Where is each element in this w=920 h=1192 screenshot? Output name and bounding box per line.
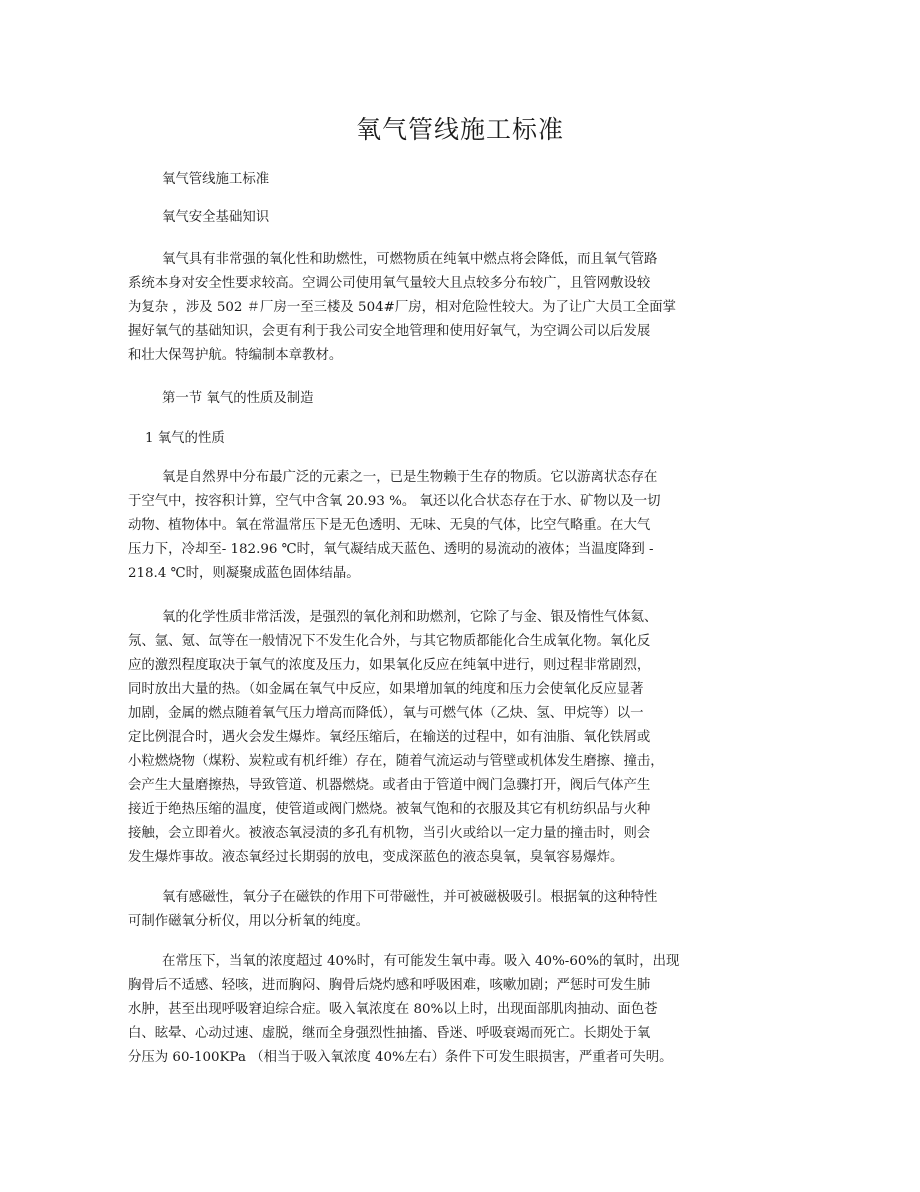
paragraph-line: 白、眩晕、心动过速、虚脱，继而全身强烈性抽搐、昏迷、呼吸衰竭而死亡。长期处于氧 [128, 1026, 651, 1041]
paragraph-line: 在常压下，当氧的浓度超过 40%时，有可能发生氧中毒。吸入 40%-60%的氧时，出现 [162, 954, 680, 969]
paragraph-line: 接触，会立即着火。被液态氧浸渍的多孔有机物，当引火或给以一定力量的撞击时，则会 [128, 826, 651, 841]
paragraph-line: 系统本身对安全性要求较高。空调公司使用氧气量较大且点较多分布较广，且管网敷设较 [128, 276, 651, 291]
paragraph-line: 和壮大保驾护航。特编制本章教材。 [128, 348, 343, 363]
paragraph-line: 应的激烈程度取决于氧气的浓度及压力，如果氧化反应在纯氧中进行，则过程非常剧烈， [128, 658, 651, 673]
chapter-heading: 第一节 氧气的性质及制造 [162, 391, 314, 406]
page-title: 氧气管线施工标准 [355, 115, 564, 144]
paragraph-line: 加剧，金属的燃点随着氧气压力增高而降低），氧与可燃气体（乙炔、氢、甲烷等）以一 [128, 706, 644, 721]
paragraph-line: 氧气具有非常强的氧化性和助燃性，可燃物质在纯氧中燃点将会降低，而且氧气管路 [162, 252, 658, 267]
paragraph-line: 动物、植物体中。氧在常温常压下是无色透明、无味、无臭的气体，比空气略重。在大气 [128, 518, 651, 533]
subtitle: 氧气管线施工标准 [162, 172, 270, 187]
paragraph-line: 压力下，冷却至- 182.96 ℃时，氧气凝结成天蓝色、透明的易流动的液体；当温度降到 - [128, 542, 654, 557]
paragraph-line: 小粒燃烧物（煤粉、炭粒或有机纤维）存在，随着气流运动与管壁或机体发生磨擦、撞击， [128, 754, 664, 769]
paragraph-line: 于空气中，按容积计算，空气中含氧 20.93 %。 氧还以化合状态存在于水、矿物以及一切 [128, 494, 661, 509]
paragraph-line: 氖、氩、氪、氙等在一般情况下不发生化合外，与其它物质都能化合生成氧化物。氧化反 [128, 634, 651, 649]
paragraph-line: 定比例混合时，遇火会发生爆炸。氧经压缩后，在输送的过程中，如有油脂、氧化铁屑或 [128, 730, 651, 745]
paragraph-line: 胸骨后不适感、轻咳，进而胸闷、胸骨后烧灼感和呼吸困难，咳嗽加剧；严惩时可发生肺 [128, 978, 651, 993]
paragraph-line: 氧的化学性质非常活泼，是强烈的氧化剂和助燃剂，它除了与金、银及惰性气体氦、 [162, 610, 658, 625]
paragraph-line: 同时放出大量的热。（如金属在氧气中反应，如果增加氧的纯度和压力会使氧化反应显著 [128, 682, 644, 697]
paragraph-line: 会产生大量磨擦热，导致管道、机器燃烧。或者由于管道中阀门急骤打开，阀后气体产生 [128, 778, 651, 793]
paragraph-line: 分压为 60-100KPa （相当于吸入氧浓度 40%左右）条件下可发生眼损害，严重者可失明。 [128, 1050, 673, 1065]
subsection-heading: 1 氧气的性质 [145, 431, 225, 446]
paragraph-line: 218.4 ℃时，则凝聚成蓝色固体结晶。 [128, 566, 360, 581]
paragraph-line: 可制作磁氧分析仪，用以分析氧的纯度。 [128, 914, 370, 929]
paragraph-line: 为复杂 ，涉及 502 ＃厂房一至三楼及 504#厂房，相对危险性较大。为了让广大员工全面掌 [128, 300, 677, 315]
paragraph-line: 接近于绝热压缩的温度，使管道或阀门燃烧。被氧气饱和的衣服及其它有机纺织品与火种 [128, 802, 651, 817]
paragraph-line: 握好氧气的基础知识，会更有利于我公司安全地管理和使用好氧气，为空调公司以后发展 [128, 324, 651, 339]
paragraph-line: 水肿，甚至出现呼吸窘迫综合症。吸入氧浓度在 80%以上时，出现面部肌肉抽动、面色苍 [128, 1002, 658, 1017]
paragraph-line: 发生爆炸事故。液态氧经过长期弱的放电，变成深蓝色的液态臭氧，臭氧容易爆炸。 [128, 850, 624, 865]
paragraph-line: 氧是自然界中分布最广泛的元素之一，已是生物赖于生存的物质。它以游离状态存在 [162, 470, 658, 485]
paragraph-line: 氧有感磁性，氧分子在磁铁的作用下可带磁性，并可被磁极吸引。根据氧的这种特性 [162, 890, 658, 905]
section-heading: 氧气安全基础知识 [162, 210, 270, 225]
